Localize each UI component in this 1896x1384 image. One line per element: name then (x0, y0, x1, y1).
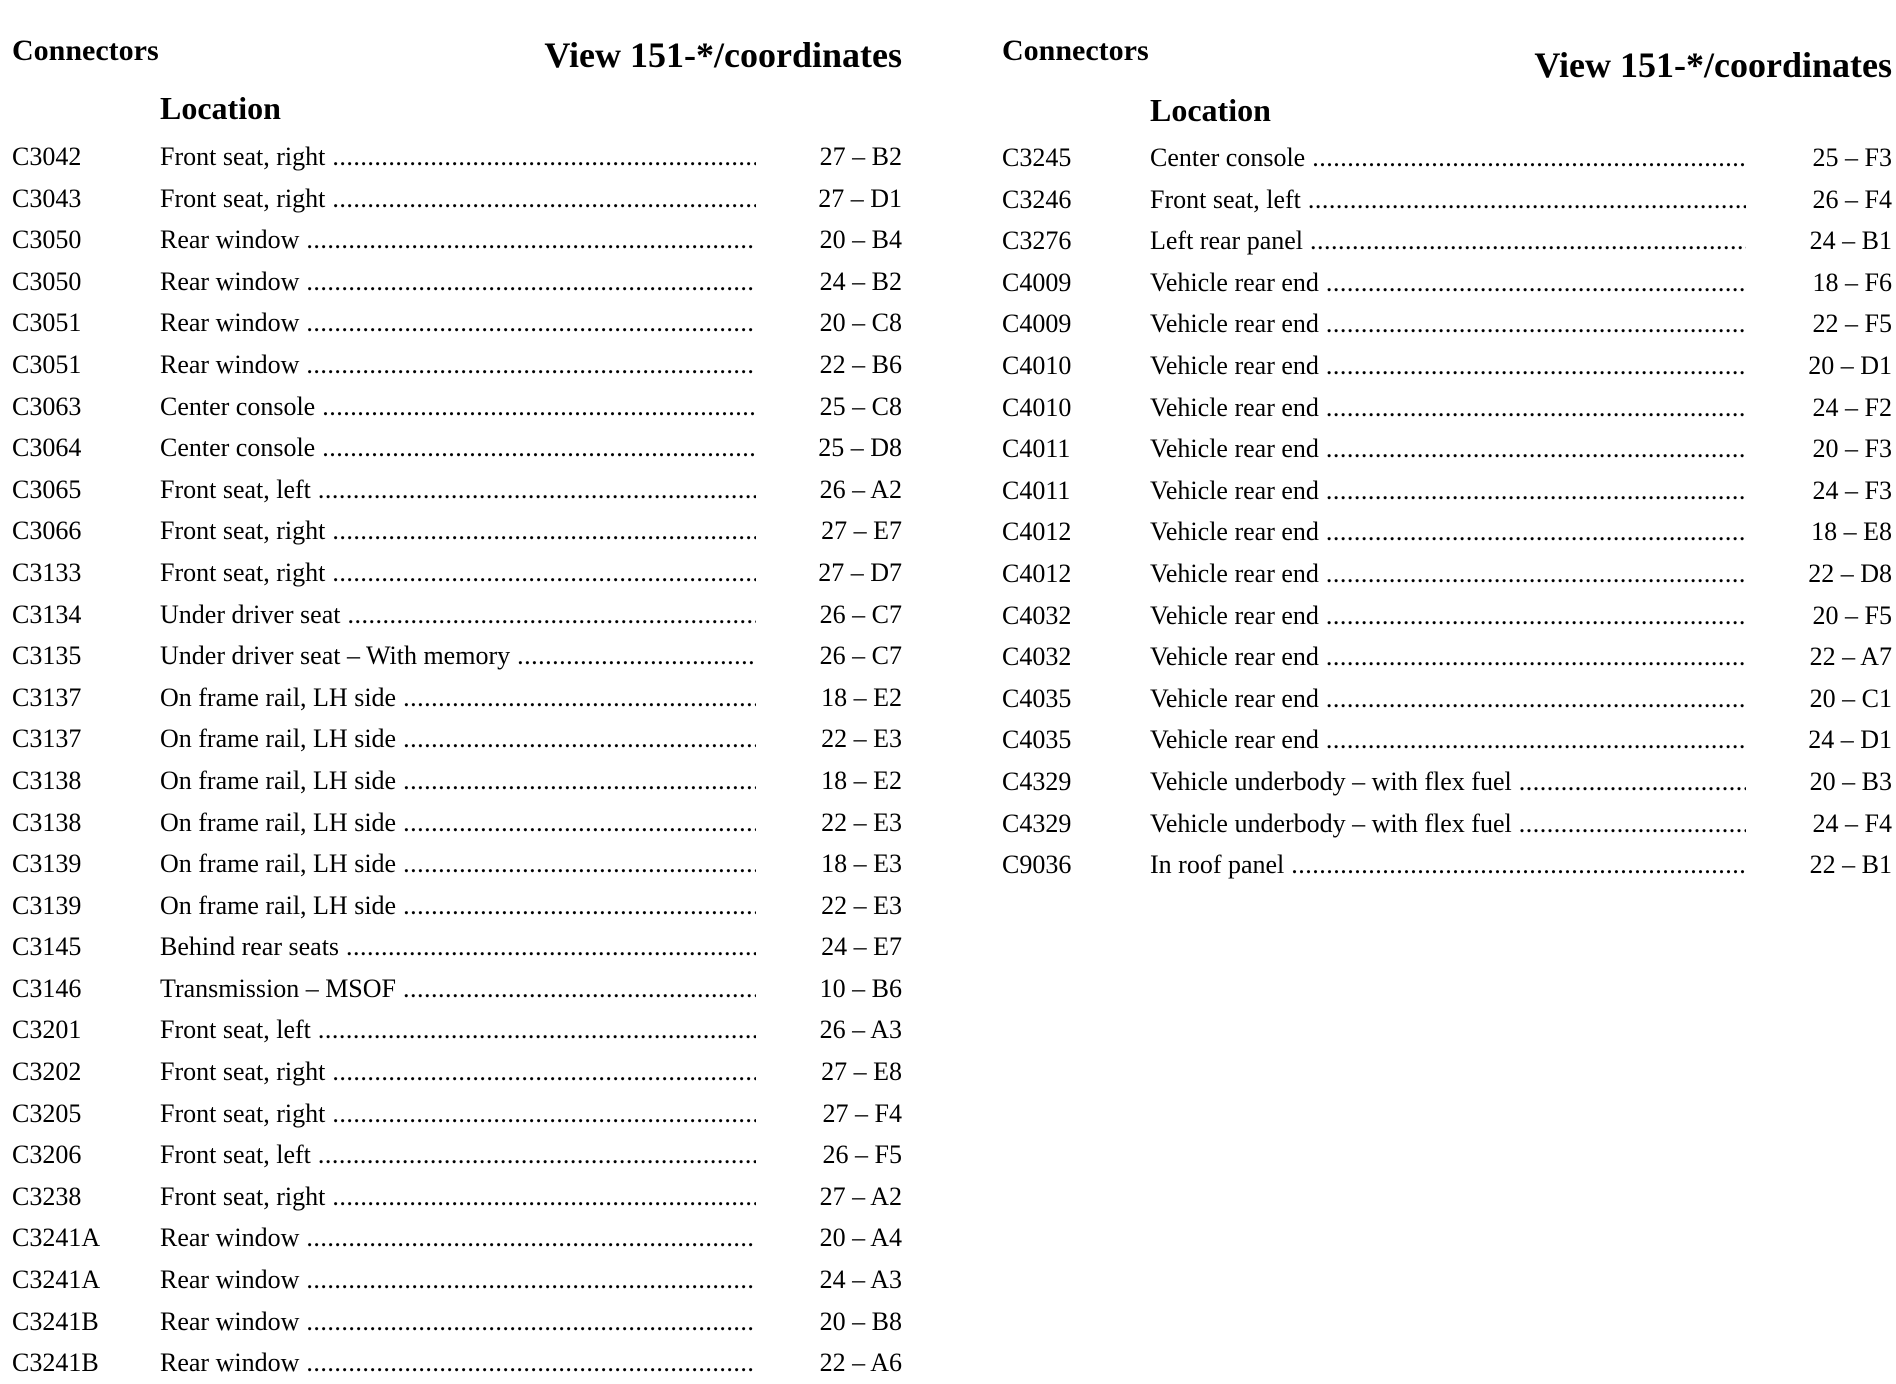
view-coordinate: 26 – F4 (1812, 184, 1892, 214)
connector-row (1002, 553, 1892, 595)
view-coordinate: 26 – A2 (819, 474, 902, 504)
view-coordinate: 27 – D1 (818, 183, 902, 213)
connector-location: Rear window ..... (160, 302, 756, 344)
connector-location: Transmission – MSOF ..... (160, 968, 756, 1010)
connector-id: C9036 (1002, 850, 1072, 880)
connector-location: Front seat, right ..... (160, 1093, 756, 1135)
connector-id: C3145 (12, 932, 82, 962)
connectors-heading: Connectors (12, 34, 159, 67)
view-coordinates-heading: View 151-*/coordinates (544, 35, 902, 75)
connector-row (12, 1134, 902, 1176)
connector-id: C3135 (12, 641, 82, 671)
connector-location: Vehicle rear end ..... (1150, 428, 1746, 470)
connector-id: C3241B (12, 1348, 99, 1378)
connector-id: C3051 (12, 308, 82, 338)
connector-row (1002, 678, 1892, 720)
connector-location: On frame rail, LH side ..... (160, 718, 756, 760)
connector-id: C3245 (1002, 143, 1072, 172)
connector-location: Behind rear seats ..... (160, 926, 756, 968)
view-coordinate: 24 – D1 (1808, 725, 1892, 755)
connector-id: C3064 (12, 433, 82, 463)
connector-id: C4329 (1002, 808, 1072, 838)
connector-location: Front seat, right ..... (160, 1051, 756, 1093)
connector-row (12, 1093, 902, 1135)
connector-location: Vehicle rear end ..... (1150, 553, 1746, 595)
connector-id: C4010 (1002, 350, 1072, 380)
connector-id: C3065 (12, 474, 82, 504)
connector-location: Vehicle rear end ..... (1150, 636, 1746, 678)
view-coordinate: 27 – F4 (822, 1098, 902, 1128)
connector-id: C3241A (12, 1265, 101, 1295)
view-coordinate: 25 – F3 (1812, 143, 1892, 172)
connector-row (12, 261, 902, 303)
view-coordinates-heading: View 151-*/coordinates (1534, 45, 1892, 85)
connector-row (1002, 595, 1892, 637)
view-coordinate: 20 – B8 (819, 1306, 902, 1336)
connector-location: Vehicle rear end ..... (1150, 678, 1746, 720)
connector-row (1002, 220, 1892, 262)
connector-id: C4011 (1002, 475, 1071, 505)
view-coordinate: 24 – F3 (1812, 475, 1892, 505)
connector-location: Under driver seat – With memory ..... (160, 635, 756, 677)
connector-location: Left rear panel ..... (1150, 220, 1746, 262)
connector-id: C3139 (12, 890, 82, 920)
location-heading: Location (1150, 92, 1271, 128)
view-coordinate: 25 – C8 (819, 391, 902, 421)
connector-id: C4329 (1002, 766, 1072, 796)
connector-row (12, 594, 902, 636)
view-coordinate: 25 – D8 (818, 433, 902, 463)
view-coordinate: 20 – F3 (1812, 434, 1892, 464)
connector-id: C3051 (12, 349, 82, 379)
view-coordinate: 20 – B3 (1809, 766, 1892, 796)
connector-id: C4011 (1002, 434, 1071, 464)
connector-location: Front seat, left ..... (160, 1009, 756, 1051)
connector-location: Vehicle rear end ..... (1150, 262, 1746, 304)
connector-row (1002, 387, 1892, 429)
connector-row (12, 885, 902, 927)
view-coordinate: 27 – E7 (821, 516, 902, 546)
connector-location: Under driver seat ..... (160, 594, 756, 636)
view-coordinate: 24 – F2 (1812, 392, 1892, 422)
connector-location: Rear window ..... (160, 1301, 756, 1343)
view-coordinate: 22 – B6 (819, 349, 902, 379)
view-coordinate: 27 – E8 (821, 1057, 902, 1087)
connector-row (12, 760, 902, 802)
connector-location: On frame rail, LH side ..... (160, 677, 756, 719)
connector-row (12, 136, 902, 178)
connector-row (12, 344, 902, 386)
view-coordinate: 22 – D8 (1808, 558, 1892, 588)
view-coordinate: 27 – B2 (819, 142, 902, 171)
connector-row (12, 427, 902, 469)
connector-id: C4012 (1002, 558, 1072, 588)
connector-id: C4012 (1002, 517, 1072, 547)
connector-row (12, 1259, 902, 1301)
connector-location: Vehicle rear end ..... (1150, 595, 1746, 637)
view-coordinate: 22 – E3 (821, 890, 902, 920)
connector-id: C3133 (12, 557, 82, 587)
connector-row (1002, 428, 1892, 470)
view-coordinate: 18 – E8 (1811, 517, 1892, 547)
connector-id: C3205 (12, 1098, 82, 1128)
connector-id: C4009 (1002, 267, 1072, 297)
connector-row (12, 718, 902, 760)
connector-location: Rear window ..... (160, 1217, 756, 1259)
connector-row (12, 302, 902, 344)
connector-location: On frame rail, LH side ..... (160, 760, 756, 802)
connector-id: C4035 (1002, 725, 1072, 755)
view-coordinate: 22 – F5 (1812, 309, 1892, 339)
view-coordinate: 18 – F6 (1812, 267, 1892, 297)
connector-row (1002, 719, 1892, 761)
connector-id: C3063 (12, 391, 82, 421)
connector-id: C3137 (12, 682, 82, 712)
connector-row (12, 510, 902, 552)
connector-row (12, 635, 902, 677)
connector-location: Center console ..... (1150, 137, 1746, 179)
connector-location: Front seat, right ..... (160, 178, 756, 220)
view-coordinate: 27 – A2 (819, 1181, 902, 1211)
connector-location: Vehicle rear end ..... (1150, 470, 1746, 512)
connector-id: C3202 (12, 1057, 82, 1087)
connector-row (1002, 262, 1892, 304)
connector-row (12, 469, 902, 511)
view-coordinate: 26 – F5 (822, 1140, 902, 1170)
connector-location: Front seat, left ..... (160, 1134, 756, 1176)
connector-location: Front seat, right ..... (160, 136, 756, 178)
connector-id: C3246 (1002, 184, 1072, 214)
connector-location: Vehicle underbody – with flex fuel ..... (1150, 761, 1746, 803)
connector-id: C4032 (1002, 642, 1072, 672)
view-coordinate: 24 – B1 (1809, 226, 1892, 256)
connector-id: C3042 (12, 142, 82, 171)
connector-location: Center console ..... (160, 386, 756, 428)
view-coordinate: 26 – C7 (819, 599, 902, 629)
view-coordinate: 10 – B6 (819, 973, 902, 1003)
connector-row (1002, 470, 1892, 512)
connector-id: C3138 (12, 807, 82, 837)
connector-row (12, 802, 902, 844)
connector-location: Front seat, left ..... (1150, 179, 1746, 221)
connector-id: C4009 (1002, 309, 1072, 339)
view-coordinate: 26 – A3 (819, 1015, 902, 1045)
connector-row (12, 1176, 902, 1218)
connector-location: Rear window ..... (160, 1342, 756, 1384)
connector-location: On frame rail, LH side ..... (160, 843, 756, 885)
connector-id: C3050 (12, 266, 82, 296)
connector-id: C3276 (1002, 226, 1072, 256)
connector-row (1002, 179, 1892, 221)
connector-id: C3134 (12, 599, 82, 629)
connector-row (12, 926, 902, 968)
connector-id: C3043 (12, 183, 82, 213)
connector-location: Vehicle rear end ..... (1150, 511, 1746, 553)
connector-location: Vehicle rear end ..... (1150, 345, 1746, 387)
connector-location: Front seat, right ..... (160, 1176, 756, 1218)
view-coordinate: 20 – D1 (1808, 350, 1892, 380)
view-coordinate: 20 – F5 (1812, 600, 1892, 630)
connector-id: C3201 (12, 1015, 82, 1045)
connector-location: Vehicle rear end ..... (1150, 387, 1746, 429)
connector-row (12, 1051, 902, 1093)
connector-location: On frame rail, LH side ..... (160, 885, 756, 927)
connector-row (12, 386, 902, 428)
connector-location: Front seat, right ..... (160, 510, 756, 552)
view-coordinate: 20 – C1 (1809, 683, 1892, 713)
connector-row (12, 1342, 902, 1384)
connector-row (12, 1217, 902, 1259)
view-coordinate: 20 – B4 (819, 225, 902, 255)
connector-location: Front seat, right ..... (160, 552, 756, 594)
view-coordinate: 22 – A6 (819, 1348, 902, 1378)
connector-list (1002, 137, 1892, 886)
location-heading: Location (160, 90, 281, 126)
connector-location: Rear window ..... (160, 344, 756, 386)
connector-location: In roof panel ..... (1150, 844, 1746, 886)
connector-id: C3066 (12, 516, 82, 546)
connector-id: C4032 (1002, 600, 1072, 630)
connector-id: C3138 (12, 765, 82, 795)
connector-location: Vehicle rear end ..... (1150, 303, 1746, 345)
connector-location: Center console ..... (160, 427, 756, 469)
connector-id: C4010 (1002, 392, 1072, 422)
view-coordinate: 18 – E2 (821, 765, 902, 795)
view-coordinate: 20 – C8 (819, 308, 902, 338)
connectors-heading: Connectors (1002, 34, 1149, 67)
connector-id: C3206 (12, 1140, 82, 1170)
view-coordinate: 22 – A7 (1809, 642, 1892, 672)
view-coordinate: 20 – A4 (819, 1223, 902, 1253)
connector-list (12, 136, 902, 1384)
connector-location: Rear window ..... (160, 261, 756, 303)
connector-id: C3139 (12, 849, 82, 879)
connector-row (1002, 636, 1892, 678)
view-coordinate: 24 – F4 (1812, 808, 1892, 838)
connector-location: On frame rail, LH side ..... (160, 802, 756, 844)
view-coordinate: 24 – B2 (819, 266, 902, 296)
view-coordinate: 24 – A3 (819, 1265, 902, 1295)
connector-location: Rear window ..... (160, 1259, 756, 1301)
view-coordinate: 26 – C7 (819, 641, 902, 671)
connector-id: C3241A (12, 1223, 101, 1253)
connector-row (1002, 511, 1892, 553)
view-coordinate: 27 – D7 (818, 557, 902, 587)
view-coordinate: 18 – E2 (821, 682, 902, 712)
connector-row (1002, 844, 1892, 886)
connector-location: Front seat, left ..... (160, 469, 756, 511)
connector-row (1002, 803, 1892, 845)
connector-id: C4035 (1002, 683, 1072, 713)
view-coordinate: 24 – E7 (821, 932, 902, 962)
connector-row (12, 178, 902, 220)
view-coordinate: 22 – E3 (821, 724, 902, 754)
connector-row (1002, 303, 1892, 345)
connector-row (12, 968, 902, 1010)
connector-id: C3050 (12, 225, 82, 255)
connector-row (1002, 345, 1892, 387)
view-coordinate: 22 – E3 (821, 807, 902, 837)
connector-location: Vehicle rear end ..... (1150, 719, 1746, 761)
connector-row (12, 552, 902, 594)
connector-row (12, 219, 902, 261)
connector-id: C3241B (12, 1306, 99, 1336)
connector-row (12, 1009, 902, 1051)
connector-location: Vehicle underbody – with flex fuel ..... (1150, 803, 1746, 845)
connector-id: C3137 (12, 724, 82, 754)
connector-id: C3146 (12, 973, 82, 1003)
connector-location: Rear window ..... (160, 219, 756, 261)
connector-id: C3238 (12, 1181, 82, 1211)
connector-row (12, 843, 902, 885)
view-coordinate: 22 – B1 (1809, 850, 1892, 880)
connector-row (1002, 761, 1892, 803)
view-coordinate: 18 – E3 (821, 849, 902, 879)
connector-row (12, 677, 902, 719)
connector-row (12, 1301, 902, 1343)
connector-row (1002, 137, 1892, 179)
